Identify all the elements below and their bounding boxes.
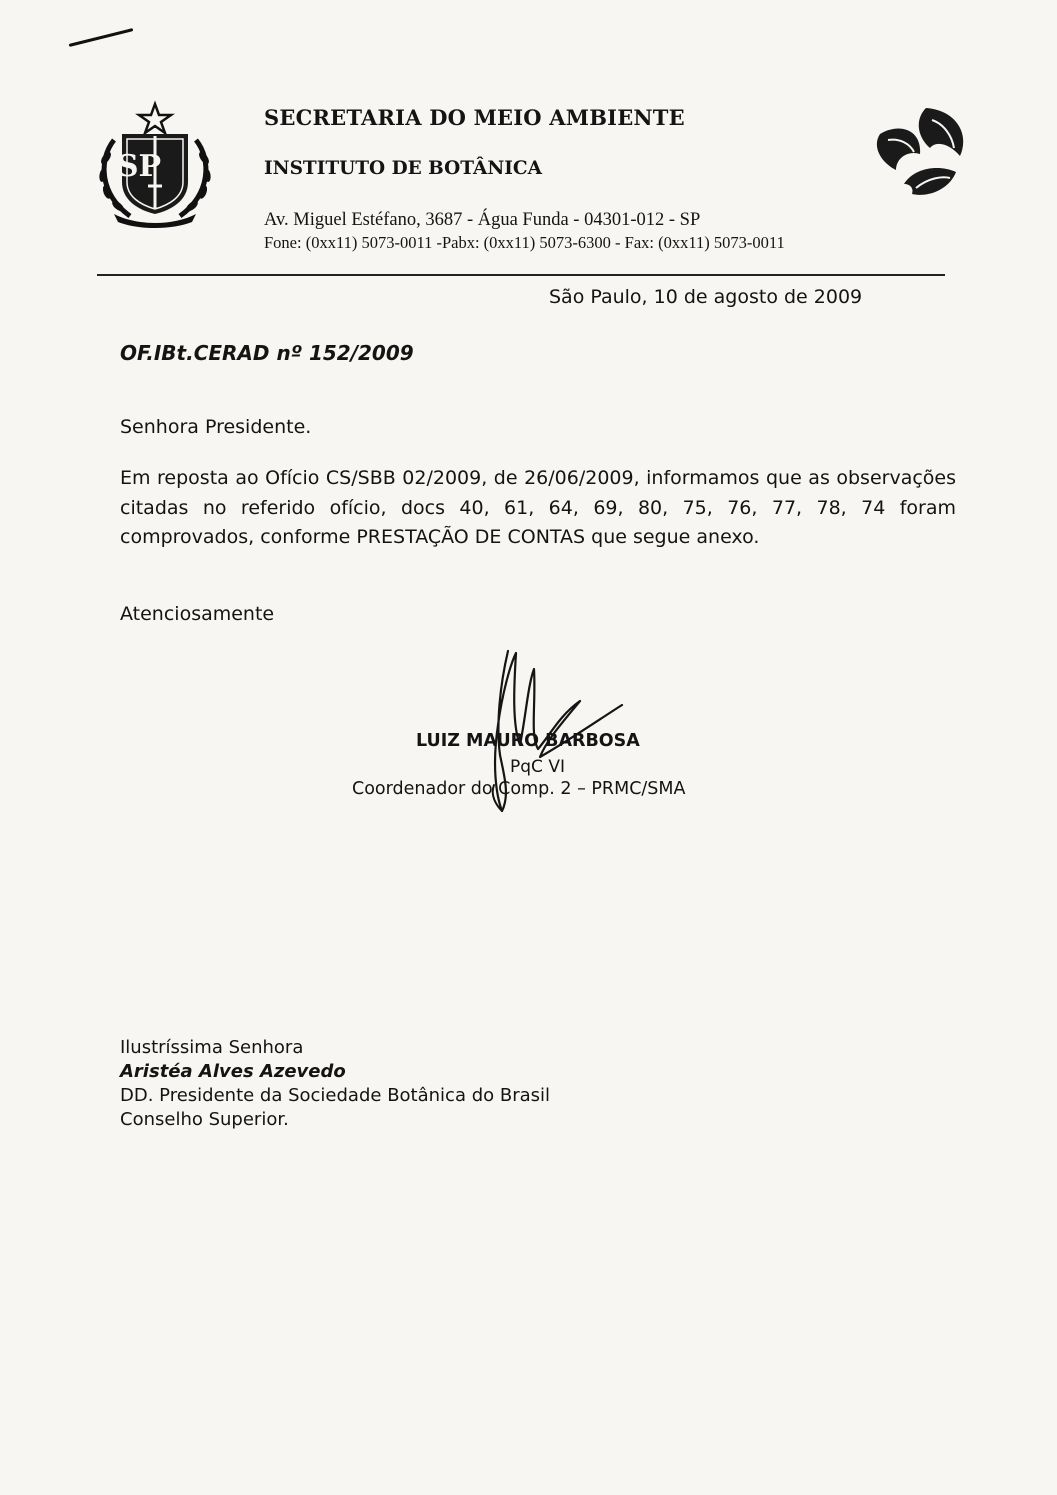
addressee-line-4: Conselho Superior. xyxy=(120,1109,289,1130)
letter-date: São Paulo, 10 de agosto de 2009 xyxy=(549,286,863,308)
letter-body: Em reposta ao Ofício CS/SBB 02/2009, de 26/06/2009, informamos que as observações citadas no referido ofício, docs 40, 61, 64, 69, 80, 75, 76, 77, 78, 74 foram comprovados, conforme PRESTAÇÃO DE CONTAS que segue anexo. xyxy=(120,467,956,548)
signatory-title: Coordenador do Comp. 2 – PRMC/SMA xyxy=(352,779,686,799)
org-name-instituto: INSTITUTO DE BOTÂNICA xyxy=(264,158,542,179)
org-name-secretaria: SECRETARIA DO MEIO AMBIENTE xyxy=(264,105,685,130)
addressee-block xyxy=(120,1036,550,1132)
pen-mark xyxy=(69,28,134,47)
letter-closing: Atenciosamente xyxy=(120,603,275,625)
org-address: Av. Miguel Estéfano, 3687 - Água Funda - 04301-012 - SP xyxy=(264,210,701,230)
addressee-name: Aristéa Alves Azevedo xyxy=(120,1061,346,1082)
org-phone: Fone: (0xx11) 5073-0011 -Pabx: (0xx11) 5073-6300 - Fax: (0xx11) 5073-0011 xyxy=(264,233,785,252)
addressee-line-3: DD. Presidente da Sociedade Botânica do Brasil xyxy=(120,1085,551,1106)
signatory-role: PqC VI xyxy=(510,757,565,777)
institute-leaf-logo-icon xyxy=(870,104,975,199)
seal-letters: SP xyxy=(116,149,162,184)
sao-paulo-seal-icon xyxy=(92,100,218,228)
header-divider xyxy=(97,274,945,276)
addressee-line-1: Ilustríssima Senhora xyxy=(120,1037,304,1058)
letter-reference: OF.IBt.CERAD nº 152/2009 xyxy=(120,341,414,365)
signatory-name: LUIZ MAURO BARBOSA xyxy=(416,731,640,751)
letter-salutation: Senhora Presidente. xyxy=(120,416,312,438)
